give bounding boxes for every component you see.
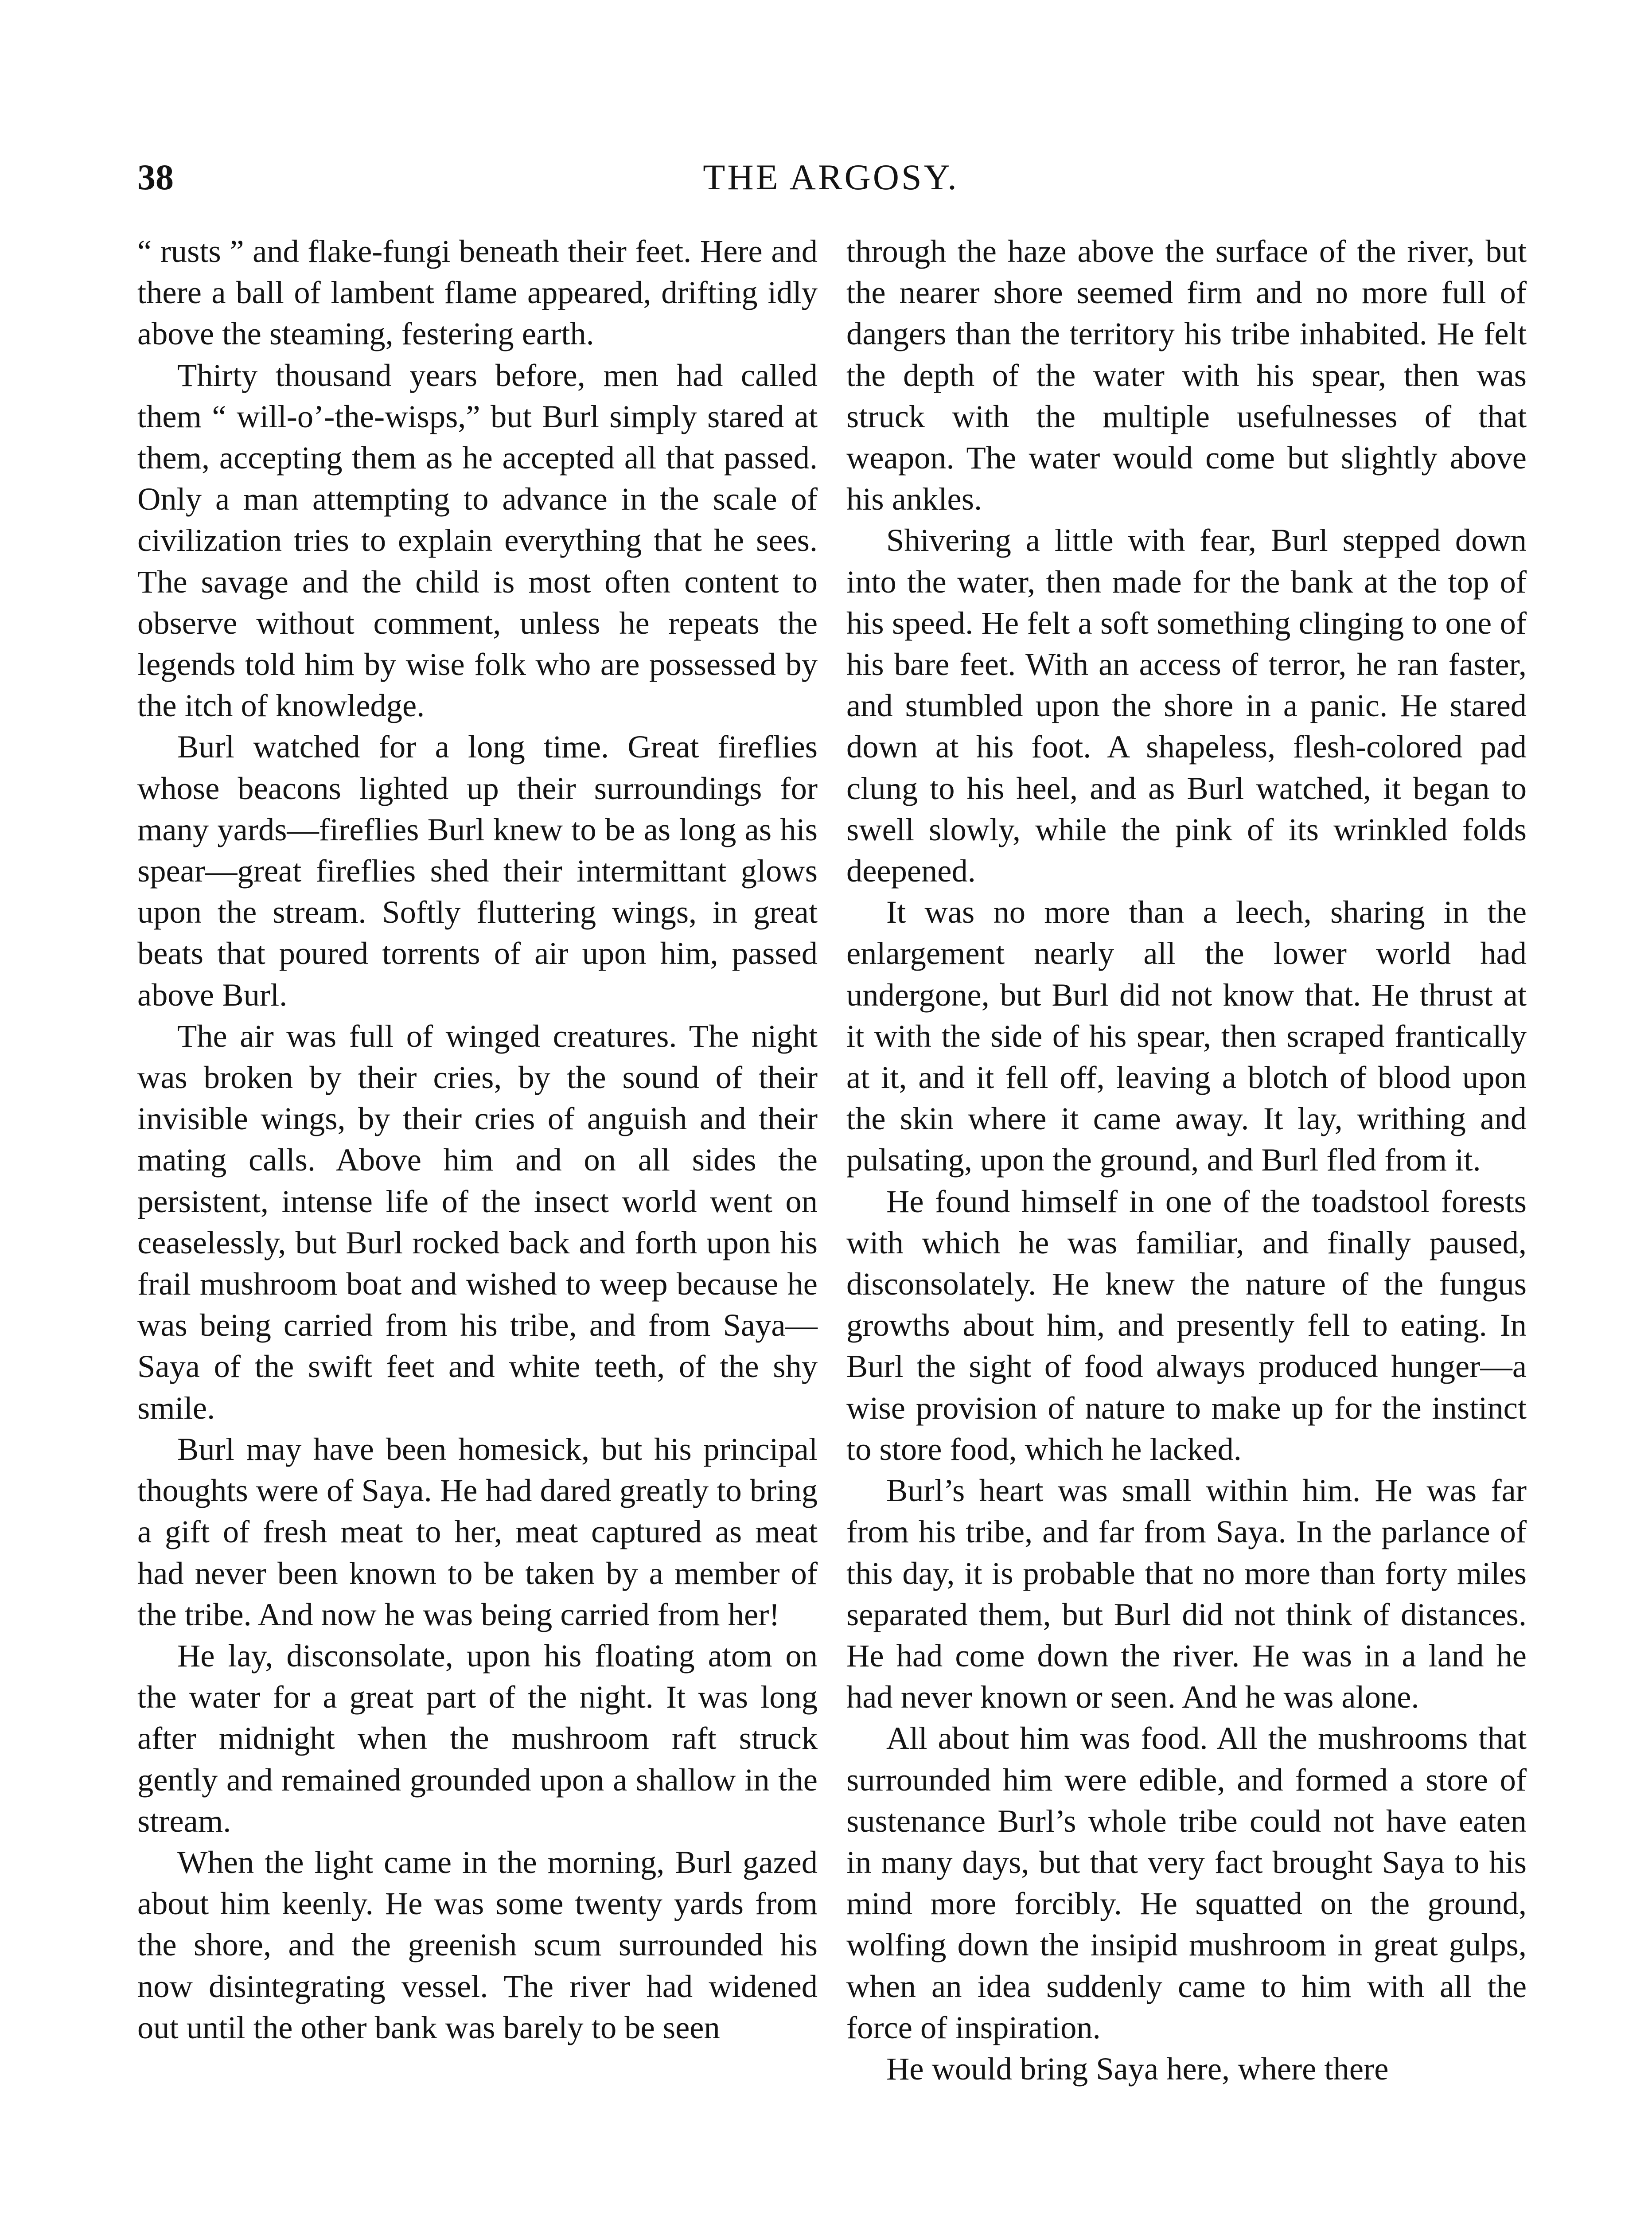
paragraph: He found himself in one of the toadstool forests with which he was familiar, and finally paused, disconsolately. He knew the nature of the fungus growths about him, and presently fell to eating. In Burl the sight of food always produced hunger—a wise provision of nature to make up for the instinct to store food, which he lacked. bbox=[846, 1183, 1527, 1467]
paragraph: through the haze above the surface of the river, but the nearer shore seemed firm and no more full of dangers than the territory his tribe inhabited. He felt the depth of the water with his spear, then was struck with the multiple usefulnesses of that weapon. The water would come but slightly above his ankles. bbox=[846, 233, 1527, 517]
paragraph: He would bring Saya here, where there bbox=[886, 2050, 1389, 2087]
paragraph: The air was full of winged creatures. The night was broken by their cries, by the sound of their invisible wings, by their cries of anguish and their mating calls. Above him and on all sides the persistent, intense life of the insect world went on ceaselessly, but Burl rocked back and forth upon his frail mushroom boat and wished to weep because he was being carried from his tribe, and from Saya—Saya of the swift feet and white teeth, of the shy smile. bbox=[137, 1018, 818, 1426]
page-number: 38 bbox=[137, 157, 174, 197]
page-header bbox=[137, 146, 1524, 208]
paragraph: “ rusts ” and flake-fungi beneath their feet. Here and there a ball of lambent flame appeared, drifting idly above the steaming, festering earth. bbox=[137, 233, 818, 352]
left-column bbox=[137, 230, 818, 2048]
paragraph: When the light came in the morning, Burl gazed about him keenly. He was some twenty yards from the shore, and the greenish scum surrounded his now disintegrating vessel. The river had widened out until the other bank was barely to be seen bbox=[137, 1844, 818, 2045]
paragraph: All about him was food. All the mushrooms that surrounded him were edible, and formed a store of sustenance Burl’s whole tribe could not have eaten in many days, but that very fact brought Saya to his mind more forcibly. He squatted on the ground, wolfing down the insipid mushroom in great gulps, when an idea suddenly came to him with all the force of inspiration. bbox=[846, 1720, 1527, 2045]
paragraph: Thirty thousand years before, men had called them “ will-o’-the-wisps,” but Burl simply stared at them, accepting them as he accepted all that passed. Only a man attempting to advance in the scale of civilization tries to explain everything that he sees. The savage and the child is most often content to observe without comment, unless he repeats the legends told him by wise folk who are possessed by the itch of knowledge. bbox=[137, 357, 818, 724]
paragraph: He lay, disconsolate, upon his floating atom on the water for a great part of the night. It was long after midnight when the mushroom raft struck gently and remained grounded upon a shallow in the stream. bbox=[137, 1637, 818, 1839]
paragraph: Burl may have been homesick, but his principal thoughts were of Saya. He had dared greatly to bring a gift of fresh meat to her, meat captured as meat had never been known to be taken by a member of the tribe. And now he was being carried from her! bbox=[137, 1431, 818, 1632]
paragraph: Burl watched for a long time. Great fireflies whose beacons lighted up their surroundings for many yards—fireflies Burl knew to be as long as his spear—great fireflies shed their intermittant glows upon the stream. Softly fluttering wings, in great beats that poured torrents of air upon him, passed above Burl. bbox=[137, 729, 818, 1013]
paragraph: It was no more than a leech, sharing in the enlargement nearly all the lower world had undergone, but Burl did not know that. He thrust at it with the side of his spear, then scraped frantically at it, and it fell off, leaving a blotch of blood upon the skin where it came away. It lay, writhing and pulsating, upon the ground, and Burl fled from it. bbox=[846, 894, 1527, 1178]
running-title: THE ARGOSY. bbox=[703, 157, 959, 197]
paragraph: Shivering a little with fear, Burl stepped down into the water, then made for the bank at the top of his speed. He felt a soft something clinging to one of his bare feet. With an access of terror, he ran faster, and stumbled upon the shore in a panic. He stared down at his foot. A shapeless, flesh-colored pad clung to his heel, and as Burl watched, it began to swell slowly, while the pink of its wrinkled folds deepened. bbox=[846, 522, 1527, 889]
paragraph: Burl’s heart was small within him. He was far from his tribe, and far from Saya. In the parlance of this day, it is probable that no more than forty miles separated them, but Burl did not think of distances. He had come down the river. He was in a land he had never known or seen. And he was alone. bbox=[846, 1472, 1527, 1715]
right-column bbox=[846, 230, 1527, 2089]
